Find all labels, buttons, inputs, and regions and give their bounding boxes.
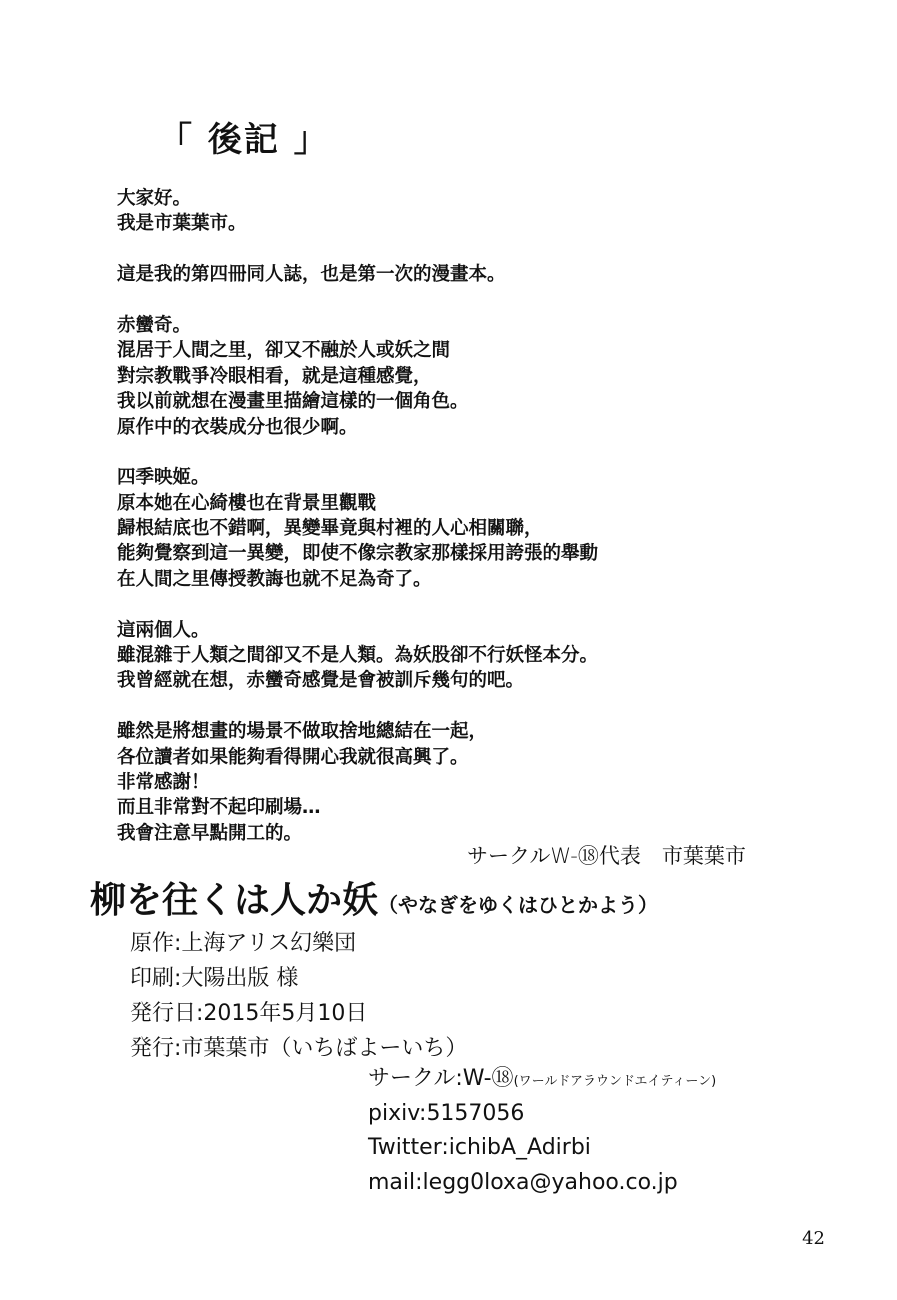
body-line: 這兩個人。 <box>117 619 210 641</box>
blank-line <box>117 694 817 719</box>
body-line: 在人間之里傳授教誨也就不足為奇了。 <box>117 568 432 590</box>
body-line: 這是我的第四冊同人誌，也是第一次的漫畫本。 <box>117 264 506 286</box>
printing: 印刷:大陽出版 様 <box>130 966 299 991</box>
twitter-handle: Twitter:ichibA_Adirbi <box>368 1135 591 1160</box>
blank-line <box>117 237 817 262</box>
body-line: 原作中的衣裝成分也很少啊。 <box>117 416 358 438</box>
publisher: 発行:市葉葉市（いちばよーいち） <box>130 1036 468 1061</box>
body-line: 我以前就想在漫畫里描繪這樣的一個角色。 <box>117 391 469 413</box>
afterword-heading: 「 後記 」 <box>158 120 330 160</box>
book-title: 柳を往くは人か妖 <box>90 879 379 921</box>
circle-label: サークル:W-⑱ <box>368 1066 514 1091</box>
colophon-info <box>130 926 467 1066</box>
body-line: 我曾經就在想，赤蠻奇感覺是會被訓斥幾句的吧。 <box>117 670 525 692</box>
body-line: 大家好。 <box>117 188 192 209</box>
body-line: 歸根結底也不錯啊，異變畢竟與村裡的人心相關聯， <box>117 518 543 540</box>
body-line: 雖然是將想畫的場景不做取捨地總結在一起， <box>117 721 488 743</box>
afterword-signature: サークルW-⑱代表 市葉葉市 <box>467 844 746 868</box>
body-line: 雖混雜于人類之間卻又不是人類。為妖股卻不行妖怪本分。 <box>117 645 599 667</box>
page-number: 42 <box>802 1228 825 1249</box>
mail-address: mail:legg0loxa@yahoo.co.jp <box>368 1169 678 1195</box>
body-line: 非常感謝！ <box>117 771 210 793</box>
pixiv-id: pixiv:5157056 <box>368 1100 525 1126</box>
body-line: 我會注意早點開工的。 <box>117 822 303 844</box>
body-line: 而且非常對不起印刷場… <box>117 797 321 819</box>
body-line: 對宗教戰爭冷眼相看，就是這種感覺， <box>117 365 432 387</box>
circle-reading: (ワールドアラウンドエイティーン) <box>513 1074 717 1089</box>
issue-date: 発行日:2015年5月10日 <box>130 1001 368 1026</box>
blank-line <box>117 288 817 313</box>
body-line: 四季映姬。 <box>117 467 210 489</box>
body-line: 各位讀者如果能夠看得開心我就很高興了。 <box>117 746 469 768</box>
colophon-contact <box>368 1062 716 1200</box>
blank-line <box>117 592 817 617</box>
original-work: 原作:上海アリス幻樂団 <box>130 931 357 956</box>
body-line: 混居于人間之里，卻又不融於人或妖之間 <box>117 340 451 362</box>
body-line: 能夠覺察到這一異變，即使不像宗教家那樣採用誇張的舉動 <box>117 543 599 565</box>
afterword-body <box>117 186 817 846</box>
body-line: 原本她在心綺樓也在背景里觀戰 <box>117 492 377 514</box>
circle-name <box>368 1062 716 1097</box>
body-line: 我是市葉葉市。 <box>117 213 247 235</box>
body-line: 赤蠻奇。 <box>117 314 192 336</box>
colophon-title <box>90 872 658 923</box>
book-title-reading: （やなぎをゆくはひとかよう） <box>378 893 659 917</box>
blank-line <box>117 440 817 465</box>
